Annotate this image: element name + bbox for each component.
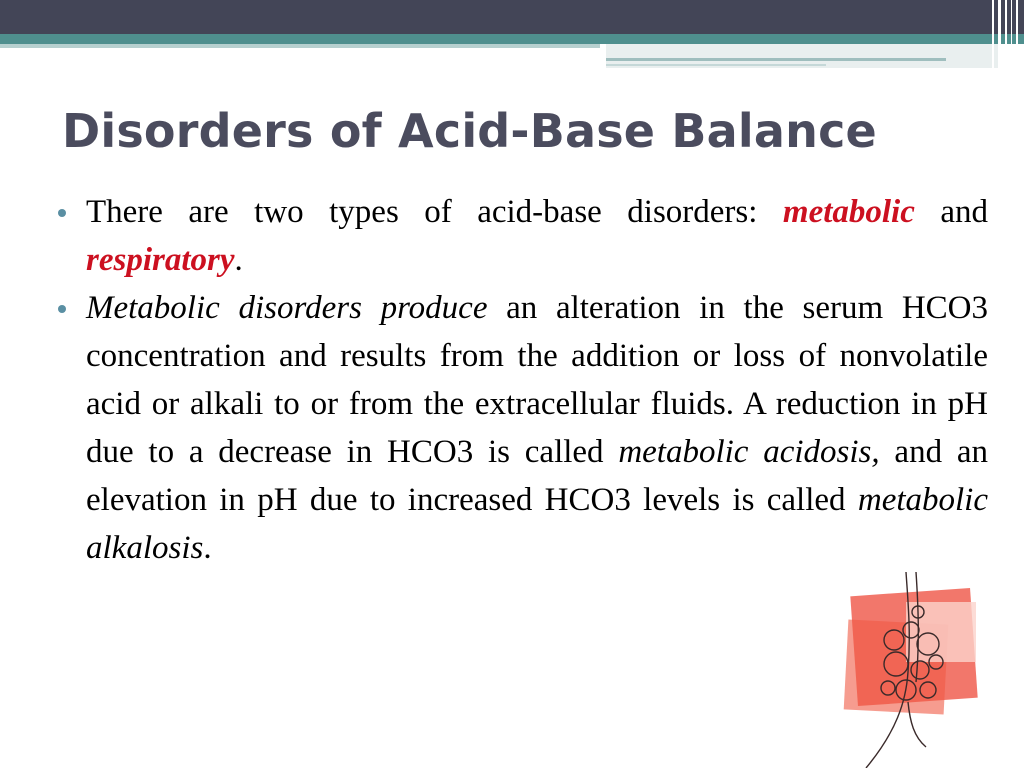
- slide-title: Disorders of Acid-Base Balance: [62, 104, 877, 158]
- bullet2-text-c: .: [203, 530, 212, 566]
- bullet-list: [58, 188, 988, 572]
- header-stripes: [988, 0, 1024, 70]
- bullet2-lead: Metabolic disorders produce: [86, 290, 488, 326]
- header-accent-band: [0, 34, 1024, 44]
- kidney-sketch-illustration: [836, 572, 986, 768]
- header-bar: [0, 0, 1024, 34]
- term-respiratory: respiratory: [86, 242, 235, 278]
- term-metabolic: metabolic: [782, 194, 915, 230]
- header-accent-shadow: [0, 44, 600, 48]
- bullet2-text-b: and an elevation in pH due to increased HCO3 levels is called: [86, 434, 988, 518]
- bullet1-text-a: There are two types of acid-base disorders:: [86, 194, 783, 230]
- bullet1-text-b: and: [914, 194, 988, 230]
- bullet-dot-icon: [58, 305, 66, 313]
- bullet2-text-a: an alteration in the serum HCO3 concentration and results from the addition or loss of nonvolatile acid or alkali to or from the extracellular fluids. A reduction in pH due to a decrease in HCO3 is called: [86, 290, 988, 470]
- header-right-line: [606, 58, 946, 61]
- term-metabolic-acidosis: metabolic acidosis,: [618, 434, 880, 470]
- bullet1-text-c: .: [234, 242, 243, 278]
- bullet-item-metabolic: [58, 284, 988, 572]
- bullet-item-types: [58, 188, 988, 284]
- term-metabolic-alkalosis: metabolic alkalosis: [86, 482, 988, 566]
- bullet-dot-icon: [58, 209, 66, 217]
- header-right-line-thin: [606, 64, 826, 66]
